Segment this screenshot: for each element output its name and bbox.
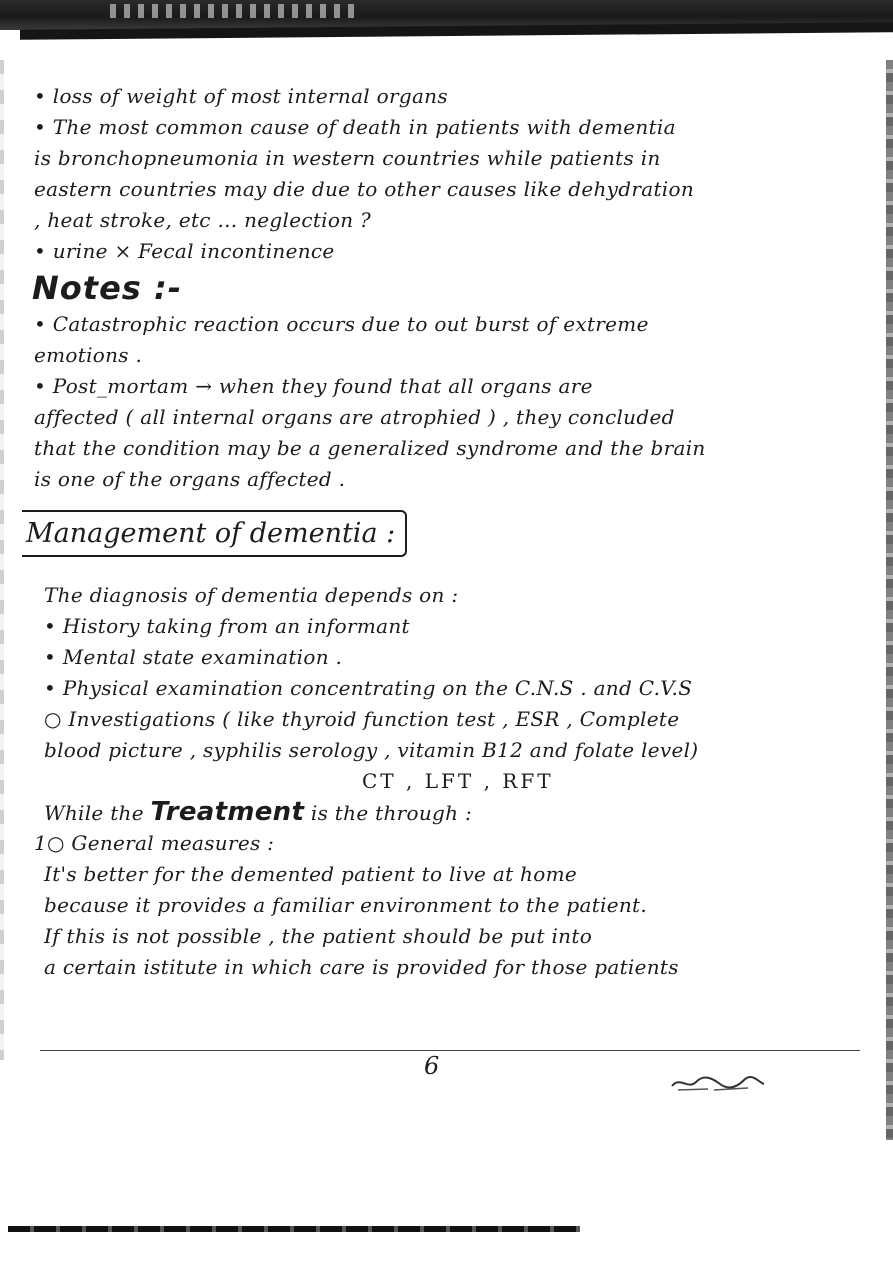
diagnosis-item: • Mental state examination .: [44, 645, 343, 669]
text-line: is bronchopneumonia in western countries while patients in: [34, 146, 661, 170]
general-line: If this is not possible , the patient should be put into: [44, 924, 593, 948]
notes-line: is one of the organs affected .: [34, 467, 346, 491]
bottom-rule: [40, 1050, 860, 1051]
signature-scribble-icon: [668, 1072, 768, 1094]
notes-line: that the condition may be a generalized syndrome and the brain: [34, 436, 706, 460]
general-line: a certain istitute in which care is provided for those patients: [44, 955, 679, 979]
diagnosis-item: • Physical examination concentrating on the C.N.S . and C.V.S: [44, 676, 693, 700]
notes-title: Notes :-: [32, 269, 183, 307]
diagnosis-item: blood picture , syphilis serology , vitamin B12 and folate level): [44, 738, 699, 762]
notes-line: • Catastrophic reaction occurs due to out burst of extreme: [34, 312, 649, 336]
scan-left-edge: [0, 60, 4, 1060]
management-heading: Management of dementia :: [22, 510, 407, 557]
text-line: , heat stroke, etc ... neglection ?: [34, 208, 372, 232]
general-line: because it provides a familiar environment to the patient.: [44, 893, 648, 917]
diagnosis-item: CT , LFT , RFT: [362, 769, 554, 793]
text-line: • loss of weight of most internal organs: [34, 84, 448, 108]
text-line: eastern countries may die due to other causes like dehydration: [34, 177, 695, 201]
treatment-line: [22, 798, 864, 826]
scan-right-edge: [886, 60, 893, 1140]
general-line: It's better for the demented patient to live at home: [44, 862, 577, 886]
notes-line: emotions .: [34, 343, 143, 367]
diagnosis-intro: The diagnosis of dementia depends on :: [44, 583, 459, 607]
notes-line: affected ( all internal organs are atrophied ) , they concluded: [34, 405, 675, 429]
treatment-suffix: is the through :: [304, 801, 473, 825]
diagnosis-item: ○ Investigations ( like thyroid function test , ESR , Complete: [44, 707, 680, 731]
text-line: • The most common cause of death in patients with dementia: [34, 115, 676, 139]
text-line: • urine × Fecal incontinence: [34, 239, 335, 263]
handwritten-page: [22, 82, 864, 984]
scan-bottom-edge: [8, 1226, 580, 1232]
diagnosis-item: • History taking from an informant: [44, 614, 410, 638]
general-measures-heading: 1○ General measures :: [34, 831, 275, 855]
page-number: 6: [424, 1052, 440, 1080]
treatment-prefix: While the: [44, 801, 151, 825]
notes-line: • Post_mortam → when they found that all organs are: [34, 374, 593, 398]
treatment-word: Treatment: [150, 797, 305, 827]
